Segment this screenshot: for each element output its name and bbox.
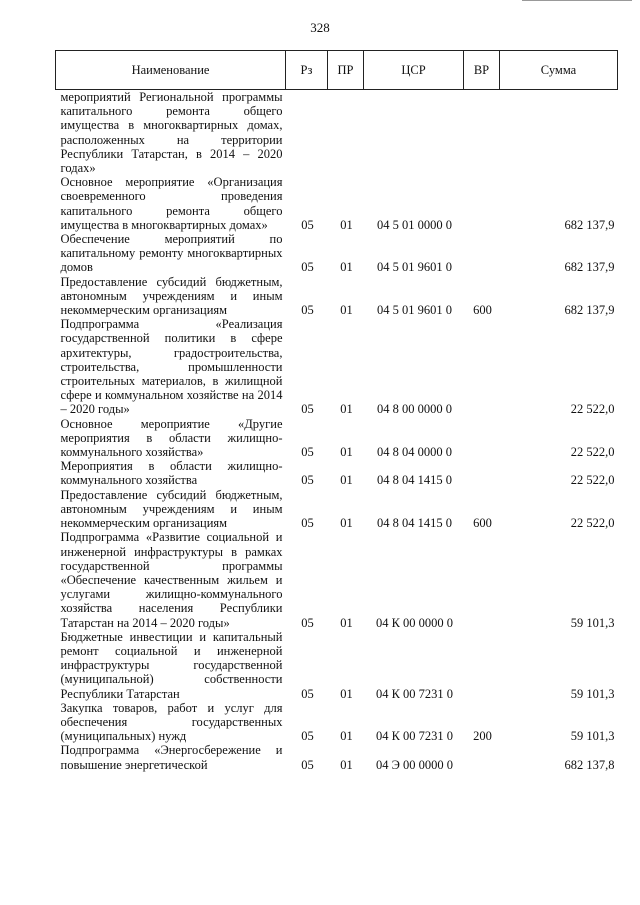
row-vr [464,459,500,487]
row-pr: 01 [340,217,353,232]
header-vr: ВР [464,51,500,90]
table-row [56,701,618,744]
row-rz: 05 [301,260,314,275]
row-name: Основное мероприятие «Организация своевременного проведения капитального ремонта общего имущества в многоквартирных домах» [60,175,283,232]
row-name: Мероприятия в области жилищно-коммунального хозяйства [60,459,283,488]
header-pr: ПР [328,51,364,90]
row-pr: 01 [340,686,353,701]
table-row [56,530,618,629]
row-rz: 05 [301,516,314,531]
row-name: Подпрограмма «Реализация государственной политики в сфере архитектуры, градостроительства, строительства, промышленности строительных материалов, в жилищной сфере и коммунальном хозяйстве на 2014 – 2020 годы» [60,317,283,417]
row-rz: 05 [301,217,314,232]
row-sum: 682 137,8 [564,757,615,772]
header-rz: Рз [286,51,328,90]
row-rz: 05 [301,757,314,772]
table-row [56,459,618,487]
row-sum: 22 522,0 [570,516,615,531]
row-name: мероприятий Региональной программы капитального ремонта общего имущества в многоквартирных домах, расположенных на территории Республики Татарстан, в 2014 – 2020 годах» [60,90,283,176]
table-row [56,232,618,275]
row-pr: 01 [340,260,353,275]
row-sum [500,90,618,176]
row-name: Обеспечение мероприятий по капитальному ремонту многоквартирных домов [60,232,283,275]
row-pr: 01 [340,516,353,531]
row-csr [364,90,464,176]
row-vr [464,232,500,275]
row-csr: 04 5 01 0000 0 [377,217,452,232]
row-csr: 04 8 04 0000 0 [377,445,452,460]
row-pr: 01 [340,473,353,488]
page-number: 328 [310,20,330,35]
row-rz: 05 [301,303,314,318]
row-csr: 04 Э 00 0000 0 [375,757,453,772]
row-sum: 682 137,9 [564,260,615,275]
row-sum: 22 522,0 [570,402,615,417]
row-vr [464,530,500,629]
header-sum: Сумма [500,51,618,90]
row-pr: 01 [340,303,353,318]
table-row [56,488,618,531]
row-pr: 01 [340,729,353,744]
table-row [56,317,618,416]
row-csr: 04 5 01 9601 0 [377,303,452,318]
row-vr: 600 [473,516,492,531]
row-vr [464,743,500,771]
table-row [56,175,618,232]
row-sum: 682 137,9 [564,217,615,232]
table-row [56,275,618,318]
row-csr: 04 К 00 7231 0 [375,729,454,744]
row-name: Основное мероприятие «Другие мероприятия в области жилищно-коммунального хозяйства» [60,416,283,460]
table-row [56,743,618,771]
row-rz: 05 [301,686,314,701]
row-name: Закупка товаров, работ и услуг для обеспечения государственных (муниципальных) нужд [60,700,283,744]
row-rz: 05 [301,473,314,488]
row-pr [328,90,364,176]
row-rz: 05 [301,615,314,630]
row-name: Предоставление субсидий бюджетным, автономным учреждениям и иным некоммерческим организациям [60,274,283,318]
row-vr [464,175,500,232]
row-sum: 59 101,3 [570,686,615,701]
row-rz [286,90,328,176]
row-name: Подпрограмма «Развитие социальной и инженерной инфраструктуры в рамках государственной программы «Обеспечение качественным жильем и услугами жилищно-коммунального хозяйства населения Республики Татарстан на 2014 – 2020 годы» [60,530,283,630]
header-csr: ЦСР [364,51,464,90]
row-sum: 59 101,3 [570,729,615,744]
table-row [56,630,618,701]
row-csr: 04 8 04 1415 0 [377,516,452,531]
row-vr [464,90,500,176]
row-name: Подпрограмма «Энергосбережение и повышение энергетической [60,743,283,772]
row-vr [464,417,500,460]
row-pr: 01 [340,615,353,630]
row-pr: 01 [340,445,353,460]
row-sum: 682 137,9 [564,303,615,318]
row-csr: 04 8 00 0000 0 [377,402,452,417]
row-name: Бюджетные инвестиции и капитальный ремонт социальной и инженерной инфраструктуры государственной (муниципальной) собственности Республики Татарстан [60,629,283,701]
row-rz: 05 [301,402,314,417]
row-csr: 04 К 00 0000 0 [375,615,454,630]
row-vr: 200 [473,729,492,744]
row-rz: 05 [301,445,314,460]
top-edge-line [522,0,632,1]
row-rz: 05 [301,729,314,744]
row-pr: 01 [340,757,353,772]
row-vr [464,630,500,701]
row-sum: 22 522,0 [570,445,615,460]
row-sum: 22 522,0 [570,473,615,488]
table-row [56,90,618,176]
header-name: Наименование [56,51,286,90]
row-csr: 04 К 00 7231 0 [375,686,454,701]
row-csr: 04 5 01 9601 0 [377,260,452,275]
row-vr [464,317,500,416]
table-row [56,417,618,460]
budget-table [55,50,618,772]
table-header-row [56,51,618,90]
row-vr: 600 [473,303,492,318]
row-pr: 01 [340,402,353,417]
row-sum: 59 101,3 [570,615,615,630]
row-csr: 04 8 04 1415 0 [377,473,452,488]
row-name: Предоставление субсидий бюджетным, автономным учреждениям и иным некоммерческим организациям [60,487,283,531]
